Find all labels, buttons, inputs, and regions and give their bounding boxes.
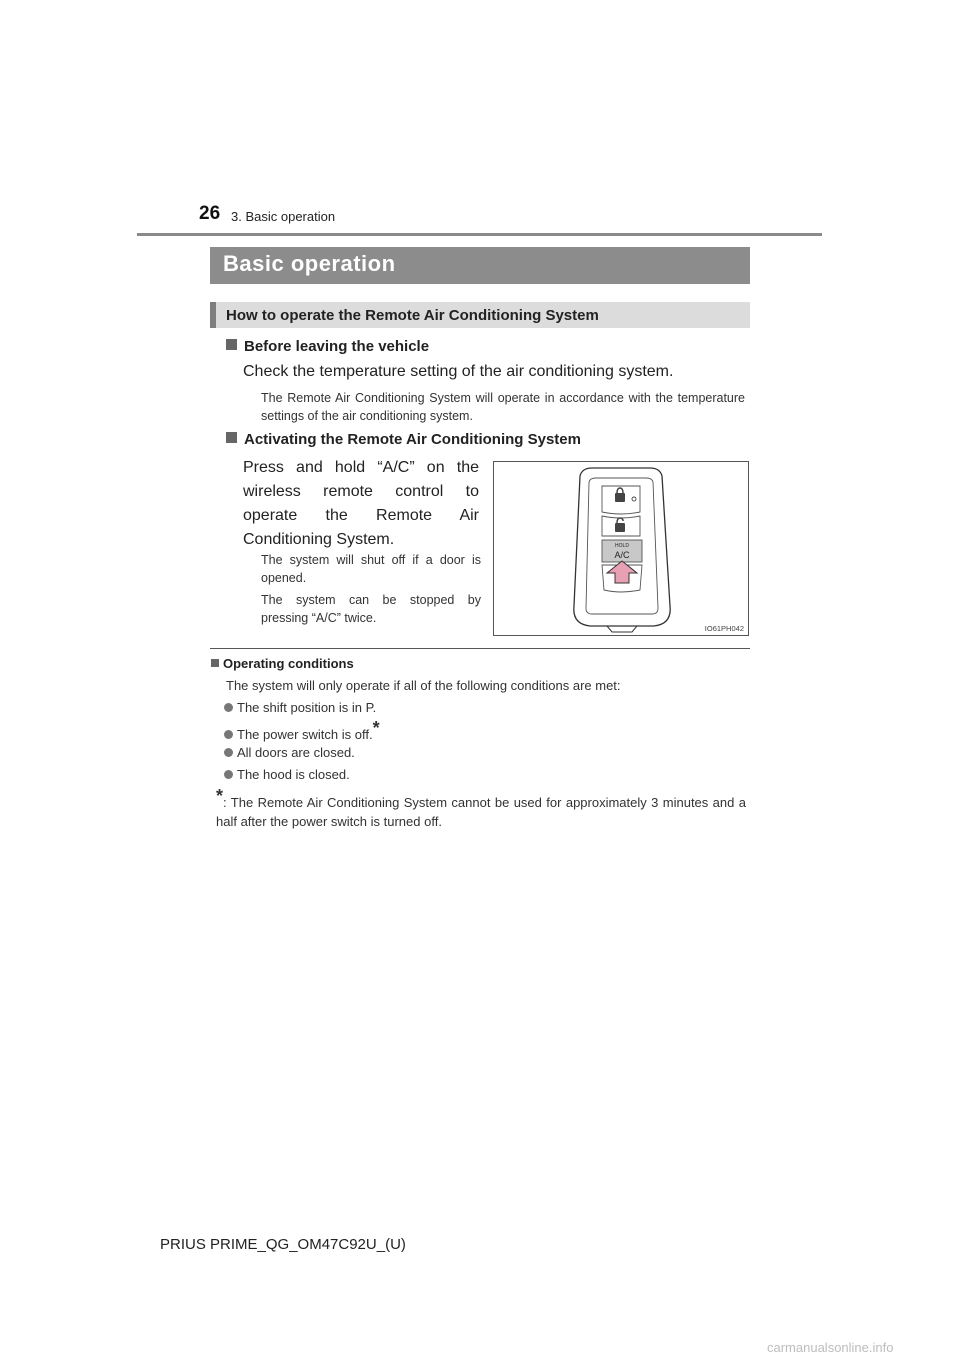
remote-key-figure	[493, 461, 749, 636]
activating-heading	[226, 431, 581, 448]
activating-heading-text: Activating the Remote Air Conditioning System	[244, 431, 581, 448]
header-divider	[137, 233, 822, 236]
figure-code: IO61PH042	[704, 624, 744, 633]
sub-heading-banner	[210, 302, 750, 328]
operating-conditions-heading	[211, 656, 354, 671]
hold-label: HOLD	[615, 543, 629, 549]
list-item	[224, 700, 376, 715]
bullet-icon	[224, 703, 233, 712]
footnote-text: : The Remote Air Conditioning System cannot be used for approximately 3 minutes and a half after the power switch is turned off.	[216, 795, 746, 829]
footer-model-code: PRIUS PRIME_QG_OM47C92U_(U)	[160, 1236, 406, 1253]
square-bullet-icon	[226, 432, 237, 443]
section-divider	[210, 648, 750, 649]
list-item-text: All doors are closed.	[237, 745, 355, 760]
bullet-icon	[224, 748, 233, 757]
before-leaving-text: Check the temperature setting of the air conditioning system.	[243, 363, 674, 380]
smart-key-illustration	[494, 462, 748, 635]
activating-note-door: The system will shut off if a door is opened.	[261, 553, 481, 585]
ac-label: A/C	[614, 550, 630, 560]
bullet-icon	[224, 730, 233, 739]
list-item	[224, 718, 380, 744]
bullet-icon	[224, 770, 233, 779]
list-item	[224, 767, 350, 782]
before-leaving-heading	[226, 338, 429, 355]
list-item-text: The shift position is in P.	[237, 700, 377, 715]
unlock-icon	[615, 523, 625, 532]
key-ring-notch	[607, 626, 637, 632]
footer-watermark: carmanualsonline.info	[767, 1340, 894, 1355]
before-leaving-note: The Remote Air Conditioning System will operate in accordance with the temperature settings of the air conditioning system.	[261, 391, 745, 423]
operating-conditions-intro: The system will only operate if all of the following conditions are met:	[226, 678, 621, 693]
square-bullet-icon	[226, 339, 237, 350]
main-heading-banner	[210, 247, 750, 284]
square-bullet-icon	[211, 659, 219, 667]
activating-note-stop: The system can be stopped by pressing “A/C” twice.	[261, 593, 481, 625]
footnote-marker: *	[372, 718, 380, 738]
page-number: 26	[199, 203, 221, 224]
operating-conditions-heading-text: Operating conditions	[223, 656, 354, 671]
list-item-text: The power switch is off.	[237, 727, 373, 742]
lock-icon	[615, 493, 625, 502]
main-heading: Basic operation	[223, 251, 396, 276]
list-item	[224, 745, 355, 760]
footnote-star: *	[216, 786, 224, 806]
activating-text: Press and hold “A/C” on the wireless remote control to operate the Remote Air Conditioning System.	[243, 459, 479, 548]
before-leaving-heading-text: Before leaving the vehicle	[244, 338, 430, 355]
list-item-text: The hood is closed.	[237, 767, 350, 782]
section-title: 3. Basic operation	[231, 209, 336, 224]
sub-heading: How to operate the Remote Air Conditioning System	[226, 307, 599, 324]
footnote	[216, 786, 746, 831]
